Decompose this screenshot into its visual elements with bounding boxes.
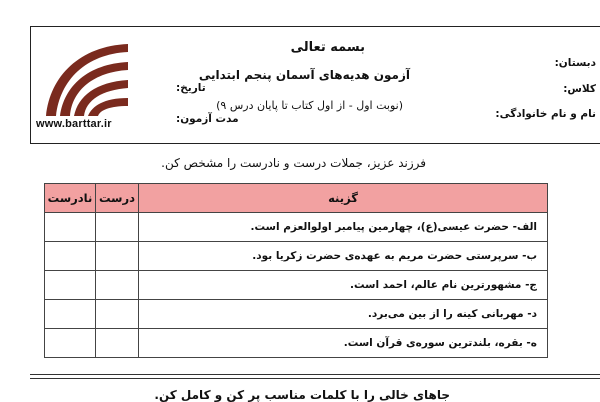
true-answer-cell[interactable] bbox=[96, 300, 139, 329]
duration-label: مدت آزمون: bbox=[176, 113, 239, 125]
false-answer-cell[interactable] bbox=[45, 271, 96, 300]
table-row bbox=[45, 271, 548, 300]
header-option: گزینه bbox=[139, 184, 548, 213]
false-answer-cell[interactable] bbox=[45, 300, 96, 329]
header-true: درست bbox=[96, 184, 139, 213]
statement-text: ب- سرپرستی حضرت مریم به عهده‌ی حضرت زکریا بود. bbox=[139, 242, 548, 271]
section-divider bbox=[30, 378, 600, 379]
table-header-row bbox=[45, 184, 548, 213]
test-title: آزمون هدیه‌های آسمان پنجم ابتدایی bbox=[198, 68, 410, 82]
true-answer-cell[interactable] bbox=[96, 213, 139, 242]
true-answer-cell[interactable] bbox=[96, 242, 139, 271]
class-label: کلاس: bbox=[563, 83, 596, 95]
table-row bbox=[45, 329, 548, 358]
statement-text: ج- مشهورترین نام عالم، احمد است. bbox=[139, 271, 548, 300]
false-answer-cell[interactable] bbox=[45, 242, 96, 271]
header-false: نادرست bbox=[45, 184, 96, 213]
table-row bbox=[45, 213, 548, 242]
true-answer-cell[interactable] bbox=[96, 329, 139, 358]
next-section-instruction: جاهای خالی را با کلمات مناسب پر کن و کامل کن. bbox=[154, 388, 450, 402]
false-answer-cell[interactable] bbox=[45, 213, 96, 242]
logo-arcs-icon bbox=[40, 36, 130, 120]
test-subtitle: (نوبت اول - از اول کتاب تا پایان درس ۹) bbox=[216, 99, 403, 112]
true-false-table bbox=[44, 183, 548, 358]
website-url: www.barttar.ir bbox=[36, 118, 112, 130]
false-answer-cell[interactable] bbox=[45, 329, 96, 358]
bismillah-heading: بسمه تعالی bbox=[290, 40, 365, 55]
date-label: تاریخ: bbox=[176, 82, 206, 94]
section-divider bbox=[30, 374, 600, 375]
statement-text: الف- حضرت عیسی(ع)، چهارمین پیامبر اولوالعزم است. bbox=[139, 213, 548, 242]
statement-text: د- مهربانی کینه را از بین می‌برد. bbox=[139, 300, 548, 329]
table-row bbox=[45, 300, 548, 329]
table-row bbox=[45, 242, 548, 271]
statement-text: ه- بقره، بلندترین سوره‌ی قرآن است. bbox=[139, 329, 548, 358]
student-name-label: نام و نام خانوادگی: bbox=[495, 108, 596, 120]
section-instruction: فرزند عزیز، جملات درست و نادرست را مشخص کن. bbox=[161, 156, 426, 170]
true-answer-cell[interactable] bbox=[96, 271, 139, 300]
school-label: دبستان: bbox=[554, 57, 596, 69]
